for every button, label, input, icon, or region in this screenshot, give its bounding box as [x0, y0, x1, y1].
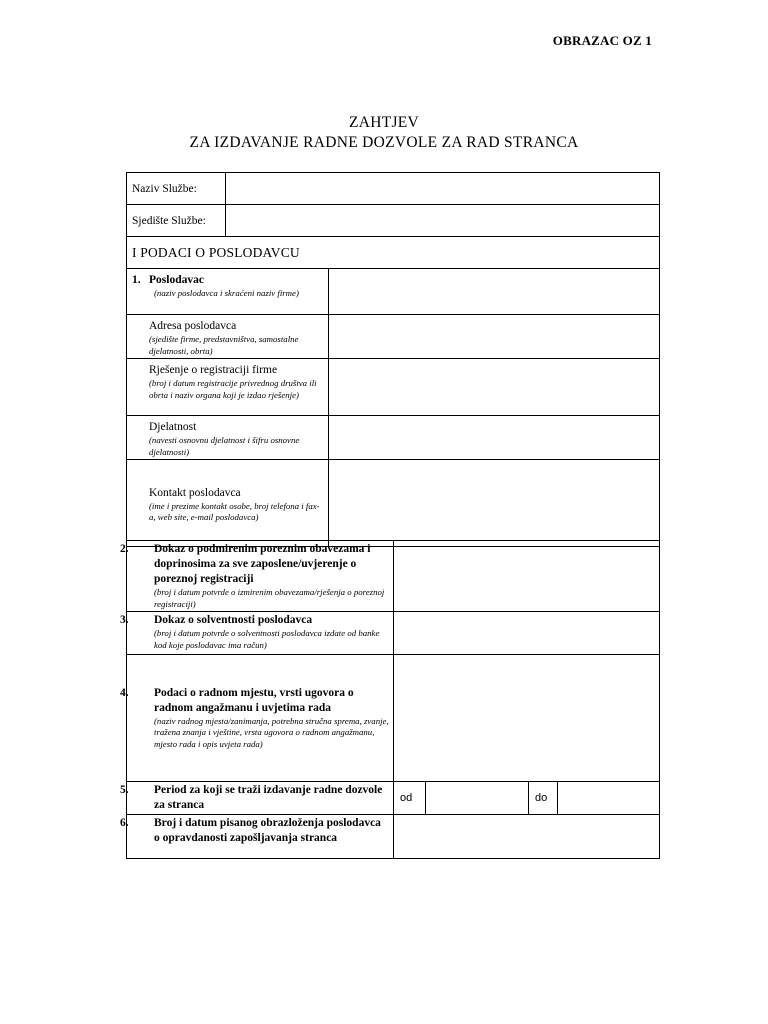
- office-table: [126, 172, 660, 269]
- period-title-text: Period za koji se traži izdavanje radne dozvole za stranca: [154, 784, 383, 811]
- tax-label-cell: [120, 541, 394, 612]
- contact-label-cell: [127, 460, 329, 547]
- item-number: 4.: [120, 686, 129, 699]
- solvency-title: [120, 613, 389, 628]
- justification-title-text: Broj i datum pisanog obrazloženja poslodavca o opravdanosti zapošljavanja stranca: [154, 817, 381, 844]
- section-heading: I PODACI O POSLODAVCU: [127, 237, 660, 269]
- employer-label-cell: [127, 269, 329, 315]
- office-seat-label: Sjedište Službe:: [127, 205, 226, 237]
- form-code: OBRAZAC OZ 1: [552, 33, 652, 48]
- job-hint: (naziv radnog mjesta/zanimanja, potrebna stručna sprema, zvanje, tražena znanja i vještine, vrsta ugovora o radnom angažmanu, mjesto rada i opis uvjeta rada): [154, 715, 389, 749]
- tax-field[interactable]: [394, 541, 660, 612]
- tax-title: [120, 542, 389, 587]
- title-line-2: ZA IZDAVANJE RADNE DOZVOLE ZA RAD STRANCA: [189, 134, 579, 151]
- job-title: [120, 686, 389, 716]
- form-title: [0, 113, 768, 153]
- address-title: Adresa poslodavca: [149, 320, 237, 332]
- job-label-cell: [120, 655, 394, 782]
- item-number: 2.: [120, 543, 129, 555]
- title-line-1: ZAHTJEV: [348, 114, 420, 131]
- activity-hint: (navesti osnovnu djelatnost i šifru osnovne djelatnosti): [149, 435, 300, 457]
- office-name-field[interactable]: [226, 173, 660, 205]
- tax-title-text: Dokaz o podmirenim poreznim obavezama i doprinosima za sve zaposlene/uvjerenje o poreznoj registraciji: [154, 543, 371, 585]
- justification-title: [120, 816, 389, 846]
- address-label-cell: [127, 315, 329, 359]
- employer-field[interactable]: [329, 269, 660, 315]
- job-field[interactable]: [394, 655, 660, 782]
- contact-hint: (ime i prezime kontakt osobe, broj telefona i fax-a, web site, e-mail poslodavca): [149, 500, 320, 522]
- item-number: 5.: [120, 784, 129, 796]
- items-table: [120, 540, 660, 859]
- justification-field[interactable]: [394, 815, 660, 859]
- solvency-hint: (broj i datum potvrde o solventnosti poslodavca izdate od banke kod koje poslodavac ima račun): [154, 628, 380, 650]
- item-number: 3.: [120, 614, 129, 626]
- office-name-label: Naziv Službe:: [127, 173, 226, 205]
- registration-field[interactable]: [329, 359, 660, 416]
- employer-table: [126, 268, 660, 547]
- justification-label-cell: [120, 815, 394, 859]
- employer-hint: (naziv poslodavca i skraćeni naziv firme): [154, 288, 299, 298]
- period-title: [120, 783, 389, 813]
- address-field[interactable]: [329, 315, 660, 359]
- registration-label-cell: [127, 359, 329, 416]
- address-hint: (sjedište firme, predstavništva, samostalne djelatnosti, obrta): [149, 334, 299, 356]
- item-number: 6.: [120, 817, 129, 829]
- tax-hint: (broj i datum potvrde o izmirenim obavezama/rješenja o poreznoj registraciji): [154, 587, 385, 609]
- solvency-field[interactable]: [394, 612, 660, 655]
- period-to-label: do: [529, 782, 558, 815]
- solvency-title-text: Dokaz o solventnosti poslodavca: [154, 614, 313, 626]
- activity-title: Djelatnost: [149, 421, 197, 433]
- item-number: 1.: [132, 274, 141, 286]
- period-to-field[interactable]: [558, 782, 660, 815]
- period-label-cell: [120, 782, 394, 815]
- contact-title: Kontakt poslodavca: [149, 486, 241, 499]
- solvency-label-cell: [120, 612, 394, 655]
- job-title-text: Podaci o radnom mjestu, vrsti ugovora o radnom angažmanu i uvjetima rada: [154, 686, 354, 714]
- office-seat-field[interactable]: [226, 205, 660, 237]
- period-from-field[interactable]: [426, 782, 529, 815]
- period-from-label: od: [394, 782, 426, 815]
- registration-title: Rješenje o registraciji firme: [149, 364, 278, 376]
- activity-label-cell: [127, 416, 329, 460]
- registration-hint: (broj i datum registracije privrednog društva ili obrta i naziv organa koji je izdao rješenje): [149, 378, 317, 400]
- activity-field[interactable]: [329, 416, 660, 460]
- contact-field[interactable]: [329, 460, 660, 547]
- employer-title: Poslodavac: [149, 274, 204, 286]
